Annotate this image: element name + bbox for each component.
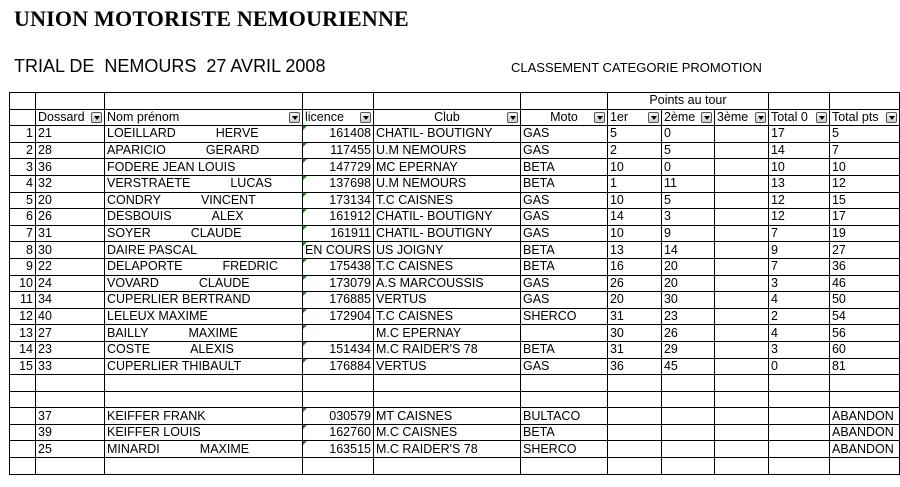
cell-club: CHATIL- BOUTIGNY [373,209,520,226]
cell-moto: SHERCO [520,308,607,325]
cell-dossard: 34 [36,292,105,309]
cell-total-pts: 50 [829,292,899,309]
filter-dropdown-icon[interactable] [360,112,371,123]
cell-rank: 15 [10,358,36,375]
cell-tour3 [714,308,768,325]
cell-nom [105,292,303,309]
cell-dossard: 37 [36,408,105,425]
last-name: CONDRY [107,192,161,207]
cell-tour1 [607,441,661,458]
cell-moto: BETA [520,258,607,275]
cell-tour2: 20 [661,258,714,275]
first-name: LUCAS [230,176,273,191]
cell-club: U.M NEMOURS [373,175,520,192]
cell-moto: BULTACO [520,408,607,425]
cell-moto: GAS [520,275,607,292]
cell-tour3 [714,258,768,275]
filter-dropdown-icon[interactable] [289,112,300,123]
cell-club: M.C EPERNAY [373,325,520,342]
column-header-tour3[interactable]: 3ème [714,109,768,126]
cell-tour1: 14 [607,209,661,226]
cell-tour2: 0 [661,126,714,143]
cell-tour1 [607,424,661,441]
cell-tour1: 1 [607,175,661,192]
column-header-licence[interactable]: licence [303,109,374,126]
cell-nom [105,126,303,143]
cell-licence: EN COURS [303,242,374,259]
cell-dossard: 30 [36,242,105,259]
cell-total0: 7 [768,225,829,242]
table-row[interactable] [10,225,900,242]
last-name: KEIFFER FRANK [107,408,206,423]
cell-total0: 4 [768,325,829,342]
cell-tour2: 20 [661,275,714,292]
cell-dossard: 33 [36,358,105,375]
cell-total0: 17 [768,126,829,143]
cell-tour3 [714,126,768,143]
cell-rank [10,441,36,458]
cell-tour1: 5 [607,126,661,143]
cell-tour1: 36 [607,358,661,375]
last-name: DELAPORTE [107,259,183,274]
abandon-row[interactable] [10,424,900,441]
cell-rank: 2 [10,142,36,159]
cell-tour3 [714,341,768,358]
cell-total-pts: 60 [829,341,899,358]
cell-total0: 2 [768,308,829,325]
cell-nom [105,358,303,375]
cell-tour3 [714,424,768,441]
cell-moto: BETA [520,424,607,441]
table-row[interactable] [10,209,900,226]
cell-total-pts: 56 [829,325,899,342]
table-row[interactable] [10,126,900,143]
table-row[interactable] [10,192,900,209]
first-name: ALEXIS [190,342,234,357]
cell-dossard: 28 [36,142,105,159]
cell-licence: 162760 [303,424,374,441]
cell-dossard: 21 [36,126,105,143]
cell-licence: 163515 [303,441,374,458]
filter-dropdown-icon[interactable] [755,112,766,123]
cell-club: M.C RAIDER'S 78 [373,441,520,458]
cell-moto: BETA [520,175,607,192]
last-name: BAILLY [107,325,149,340]
cell-moto: GAS [520,225,607,242]
first-name: MAXIME [188,325,238,340]
cell-tour2: 29 [661,341,714,358]
cell-rank: 11 [10,292,36,309]
cell-tour3 [714,275,768,292]
cell-licence: 137698 [303,175,374,192]
cell-dossard: 40 [36,308,105,325]
cell-nom [105,258,303,275]
cell-moto: SHERCO [520,441,607,458]
cell-licence: 161408 [303,126,374,143]
cell-rank: 9 [10,258,36,275]
cell-dossard: 26 [36,209,105,226]
cell-tour3 [714,175,768,192]
results-table [9,92,900,475]
cell-total-pts: 27 [829,242,899,259]
cell-tour2: 14 [661,242,714,259]
cell-tour2: 9 [661,225,714,242]
first-name: FREDRIC [222,259,279,274]
cell-rank: 7 [10,225,36,242]
cell-tour2: 23 [661,308,714,325]
cell-nom [105,192,303,209]
column-header-total0[interactable]: Total 0 [768,109,829,126]
cell-tour3 [714,358,768,375]
cell-club: T.C CAISNES [373,192,520,209]
cell-nom [105,142,303,159]
table-row[interactable] [10,242,900,259]
cell-total-pts: 81 [829,358,899,375]
abandon-row[interactable] [10,441,900,458]
table-row[interactable] [10,341,900,358]
cell-tour2: 11 [661,175,714,192]
cell-licence: 161912 [303,209,374,226]
cell-rank: 6 [10,209,36,226]
cell-licence: 175438 [303,258,374,275]
cell-rank: 10 [10,275,36,292]
cell-total-pts: 54 [829,308,899,325]
cell-nom [105,424,303,441]
cell-total0 [768,424,829,441]
last-name: SOYER [107,226,151,241]
column-header-moto[interactable]: Moto [520,109,607,126]
column-header-nom[interactable]: Nom prénom [105,109,303,126]
cell-tour3 [714,441,768,458]
cell-club: CHATIL- BOUTIGNY [373,225,520,242]
cell-moto: GAS [520,358,607,375]
cell-tour3 [714,209,768,226]
cell-total0: 10 [768,159,829,176]
table-row[interactable] [10,308,900,325]
cell-dossard: 25 [36,441,105,458]
cell-club: M.C RAIDER'S 78 [373,341,520,358]
cell-total-pts: 12 [829,175,899,192]
table-row[interactable] [10,325,900,342]
first-name: ALEX [211,209,244,224]
cell-tour1: 10 [607,159,661,176]
cell-nom [105,441,303,458]
last-name: MINARDI [107,441,160,456]
cell-tour3 [714,325,768,342]
cell-nom [105,325,303,342]
cell-tour1: 13 [607,242,661,259]
column-header-row [10,109,900,126]
cell-tour3 [714,408,768,425]
cell-total-pts: 19 [829,225,899,242]
last-name: KEIFFER LOUIS [107,425,201,440]
event-subtitle: TRIAL DE NEMOURS 27 AVRIL 2008 [14,56,326,76]
cell-tour1: 2 [607,142,661,159]
cell-nom [105,209,303,226]
cell-total0: 3 [768,341,829,358]
cell-licence: 172904 [303,308,374,325]
column-header-club[interactable]: Club [373,109,520,126]
cell-tour2: 5 [661,192,714,209]
cell-dossard: 32 [36,175,105,192]
cell-club: US JOIGNY [373,242,520,259]
cell-total0: 0 [768,358,829,375]
cell-dossard: 20 [36,192,105,209]
cell-moto: GAS [520,126,607,143]
cell-total-pts: 17 [829,209,899,226]
points-au-tour-header: Points au tour [607,93,768,110]
cell-dossard: 24 [36,275,105,292]
cell-tour3 [714,159,768,176]
cell-moto: GAS [520,142,607,159]
last-name: FODERE JEAN LOUIS [107,159,236,174]
cell-total-pts: 7 [829,142,899,159]
cell-tour2: 30 [661,292,714,309]
first-name: CLAUDE [190,226,242,241]
table-row[interactable] [10,292,900,309]
filter-dropdown-icon[interactable] [91,112,102,123]
cell-dossard: 36 [36,159,105,176]
cell-licence: 151434 [303,341,374,358]
cell-tour2: 3 [661,209,714,226]
cell-licence: 173134 [303,192,374,209]
cell-moto: BETA [520,341,607,358]
cell-dossard: 31 [36,225,105,242]
last-name: CUPERLIER BERTRAND [107,292,251,307]
first-name: MAXIME [199,441,250,456]
first-name: HERVE [215,126,259,141]
cell-total0: 13 [768,175,829,192]
cell-nom [105,225,303,242]
cell-dossard: 22 [36,258,105,275]
cell-dossard: 39 [36,424,105,441]
cell-tour1 [607,408,661,425]
cell-club: MT CAISNES [373,408,520,425]
cell-moto: GAS [520,192,607,209]
cell-rank [10,408,36,425]
last-name: LELEUX MAXIME [107,309,208,324]
cell-total-pts: ABANDON [829,408,899,425]
cell-rank: 1 [10,126,36,143]
cell-total-pts: 46 [829,275,899,292]
cell-rank: 5 [10,192,36,209]
cell-licence: 147729 [303,159,374,176]
table-row[interactable] [10,258,900,275]
cell-club: U.M NEMOURS [373,142,520,159]
cell-total0: 4 [768,292,829,309]
cell-total-pts: ABANDON [829,424,899,441]
cell-nom [105,175,303,192]
cell-nom [105,242,303,259]
cell-rank: 12 [10,308,36,325]
cell-dossard: 27 [36,325,105,342]
first-name: GERARD [205,143,260,158]
cell-tour1: 10 [607,225,661,242]
last-name: COSTE [107,342,151,357]
cell-nom [105,159,303,176]
cell-licence: 117455 [303,142,374,159]
first-name: CLAUDE [198,275,250,290]
cell-rank: 3 [10,159,36,176]
last-name: CUPERLIER THIBAULT [107,358,242,373]
cell-total-pts: 15 [829,192,899,209]
cell-dossard: 23 [36,341,105,358]
group-header-row [10,93,900,110]
cell-club: VERTUS [373,292,520,309]
cell-total0: 3 [768,275,829,292]
cell-tour1: 30 [607,325,661,342]
cell-tour3 [714,225,768,242]
column-header-tour2[interactable]: 2ème [661,109,714,126]
cell-total-pts: 5 [829,126,899,143]
cell-tour2 [661,441,714,458]
blank-row [10,391,900,408]
cell-tour3 [714,142,768,159]
cell-club: A.S MARCOUSSIS [373,275,520,292]
cell-total0 [768,408,829,425]
cell-total-pts: 36 [829,258,899,275]
blank-row [10,458,900,475]
cell-club: CHATIL- BOUTIGNY [373,126,520,143]
cell-moto: GAS [520,292,607,309]
column-header-dossard[interactable]: Dossard [36,109,105,126]
cell-total0: 9 [768,242,829,259]
cell-tour1: 31 [607,341,661,358]
cell-rank: 4 [10,175,36,192]
filter-dropdown-icon[interactable] [648,112,659,123]
cell-club: VERTUS [373,358,520,375]
cell-nom [105,341,303,358]
cell-tour3 [714,192,768,209]
cell-total0: 7 [768,258,829,275]
cell-tour2: 26 [661,325,714,342]
column-header-tour1[interactable]: 1er [607,109,661,126]
cell-tour2: 45 [661,358,714,375]
cell-licence [303,325,374,342]
filter-dropdown-icon[interactable] [701,112,712,123]
cell-moto: GAS [520,209,607,226]
cell-tour2 [661,408,714,425]
cell-total-pts: 10 [829,159,899,176]
cell-total0: 14 [768,142,829,159]
cell-total-pts: ABANDON [829,441,899,458]
cell-tour2 [661,424,714,441]
last-name: LOEILLARD [107,126,176,141]
cell-rank: 8 [10,242,36,259]
cell-licence: 030579 [303,408,374,425]
last-name: DAIRE PASCAL [107,242,198,257]
cell-tour3 [714,292,768,309]
last-name: DESBOUIS [107,209,172,224]
cell-licence: 161911 [303,225,374,242]
filter-dropdown-icon[interactable] [507,112,518,123]
cell-tour2: 0 [661,159,714,176]
cell-moto: BETA [520,159,607,176]
cell-total0: 12 [768,209,829,226]
cell-total0: 12 [768,192,829,209]
cell-licence: 176884 [303,358,374,375]
filter-dropdown-icon[interactable] [594,112,605,123]
table-row[interactable] [10,175,900,192]
cell-moto [520,325,607,342]
cell-moto: BETA [520,242,607,259]
cell-tour2: 5 [661,142,714,159]
table-row[interactable] [10,159,900,176]
cell-tour1: 16 [607,258,661,275]
filter-dropdown-icon[interactable] [816,112,827,123]
cell-tour1: 10 [607,192,661,209]
cell-tour3 [714,242,768,259]
cell-club: T.C CAISNES [373,308,520,325]
cell-club: T.C CAISNES [373,258,520,275]
last-name: VERSTRAETE [107,176,191,191]
cell-licence: 176885 [303,292,374,309]
table-row[interactable] [10,142,900,159]
cell-nom [105,308,303,325]
table-row[interactable] [10,358,900,375]
table-row[interactable] [10,275,900,292]
cell-licence: 173079 [303,275,374,292]
category-heading: CLASSEMENT CATEGORIE PROMOTION [511,60,762,75]
cell-tour1: 20 [607,292,661,309]
first-name: VINCENT [200,192,256,207]
cell-rank: 14 [10,341,36,358]
cell-tour1: 31 [607,308,661,325]
cell-tour1: 26 [607,275,661,292]
blank-row [10,375,900,392]
last-name: VOVARD [107,275,159,290]
cell-rank: 13 [10,325,36,342]
page-title: UNION MOTORISTE NEMOURIENNE [14,6,409,31]
cell-nom [105,275,303,292]
column-header-total-pts[interactable]: Total pts [829,109,899,126]
cell-total0 [768,441,829,458]
cell-club: M.C CAISNES [373,424,520,441]
cell-nom [105,408,303,425]
cell-club: MC EPERNAY [373,159,520,176]
abandon-row[interactable] [10,408,900,425]
filter-dropdown-icon[interactable] [886,112,897,123]
last-name: APARICIO [107,143,166,158]
cell-rank [10,424,36,441]
